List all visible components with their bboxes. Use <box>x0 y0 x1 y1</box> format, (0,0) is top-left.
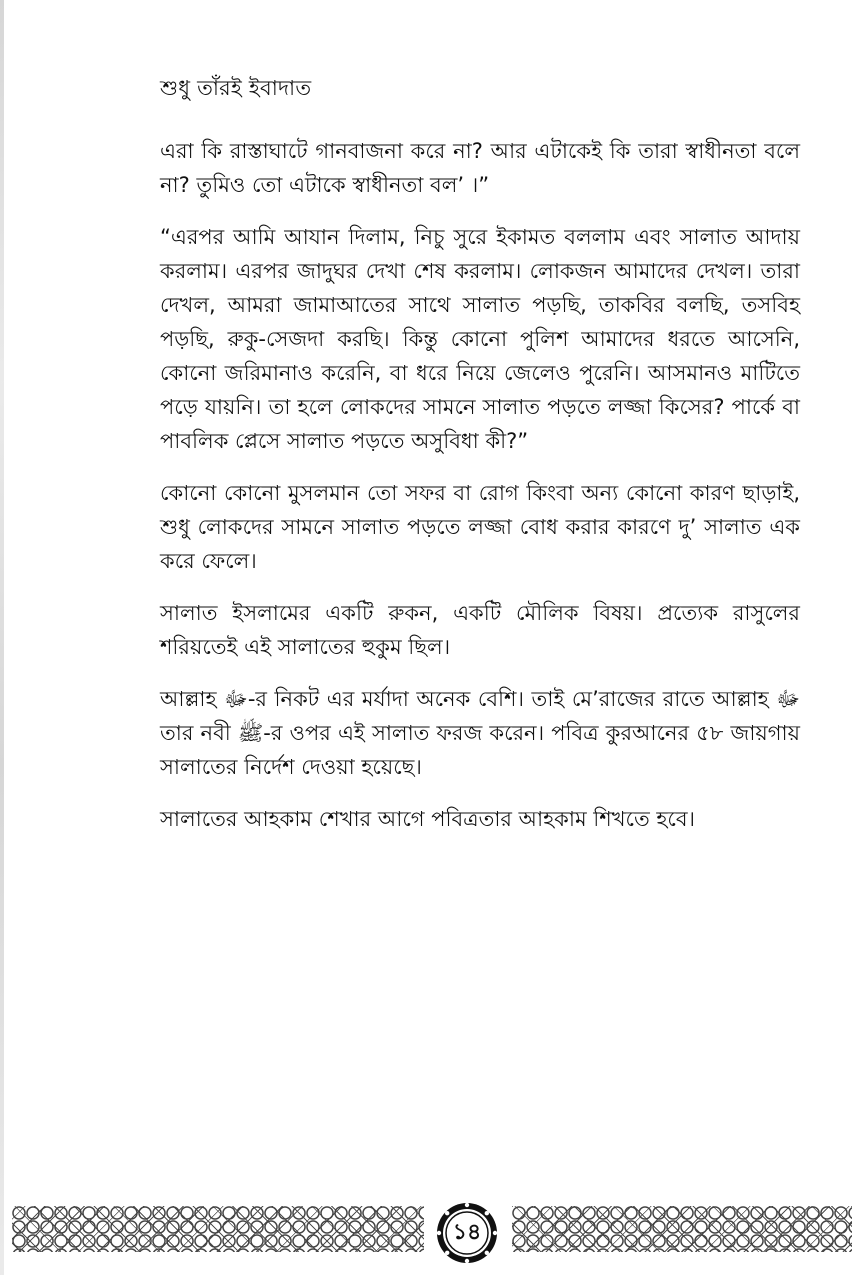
page-number-badge <box>432 1198 502 1268</box>
running-header: শুধু তাঁরই ইবাদাত <box>160 76 312 100</box>
paragraph: কোনো কোনো মুসলমান তো সফর বা রোগ কিংবা অন্য কোনো কারণ ছাড়াই, শুধু লোকদের সামনে সালাত পড়তে লজ্জা বোধ করার কারণে দু’ সালাত এক করে ফেলে। <box>160 481 800 573</box>
ornament-border-left <box>12 1206 424 1252</box>
paragraph: আল্লাহ ﷻ-র নিকট এর মর্যাদা অনেক বেশি। তাই মে’রাজের রাতে আল্লাহ ﷻ তার নবী ﷺ-র ওপর এই সালাত ফরজ করেন। পবিত্র কুরআনের ৫৮ জায়গায় সালাতের নির্দেশ দেওয়া হয়েছে। <box>160 687 801 779</box>
ornament-border-right <box>512 1206 852 1252</box>
paragraph: সালাতের আহকাম শেখার আগে পবিত্রতার আহকাম শিখতে হবে। <box>160 807 696 831</box>
paragraph: এরা কি রাস্তাঘাটে গানবাজনা করে না? আর এটাকেই কি তারা স্বাধীনতা বলে না? তুমিও তো এটাকে স্বাধীনতা বল’ ।” <box>160 139 800 197</box>
paragraph: “এরপর আমি আযান দিলাম, নিচু সুরে ইকামত বললাম এবং সালাত আদায় করলাম। এরপর জাদুঘর দেখা শেষ করলাম। লোকজন আমাদের দেখল। তারা দেখল, আমরা জামাআতের সাথে সালাত পড়ছি, তাকবির বলছি, তসবিহ পড়ছি, রুকু-সেজদা করছি। কিন্তু কোনো পুলিশ আমাদের ধরতে আসেনি, কোনো জরিমানাও করেনি, বা ধরে নিয়ে জেলেও পুরেনি। আসমানও মাটিতে পড়ে যায়নি। তা হলে লোকদের সামনে সালাত পড়তে লজ্জা কিসের? পার্কে বা পাবলিক প্লেসে সালাত পড়তে অসুবিধা কী?” <box>160 225 800 453</box>
body-text <box>160 134 800 854</box>
footer-ornament <box>0 1198 868 1260</box>
paragraph: সালাত ইসলামের একটি রুকন, একটি মৌলিক বিষয়। প্রত্যেক রাসুলের শরিয়তেই এই সালাতের হুকুম ছিল। <box>160 601 800 659</box>
page-number: ১৪ <box>452 1219 482 1245</box>
page-gutter-edge <box>0 0 4 1275</box>
